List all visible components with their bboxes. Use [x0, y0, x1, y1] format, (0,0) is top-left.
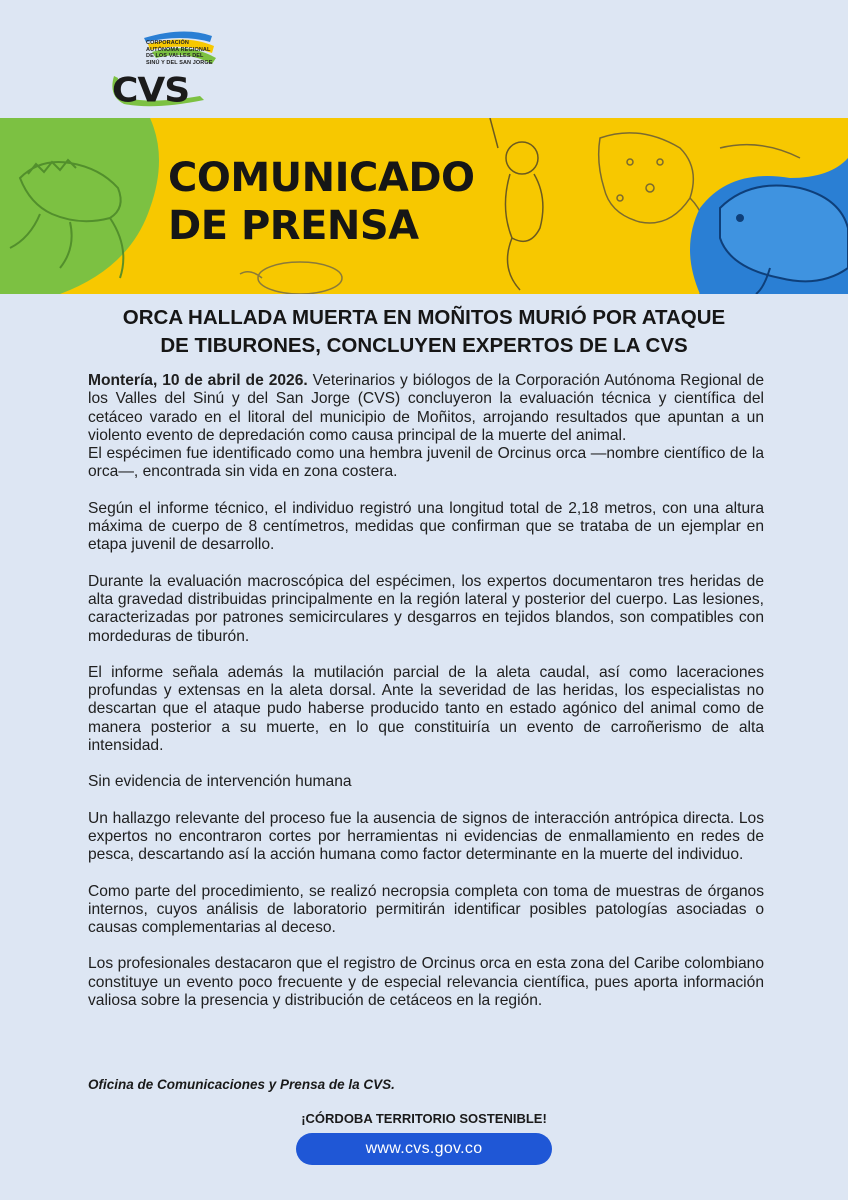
banner-title-line2: DE PRENSA: [168, 203, 419, 249]
headline: [60, 304, 788, 360]
turtle-illustration: [240, 262, 342, 294]
dateline: Montería, 10 de abril de 2026.: [88, 372, 308, 389]
article-body: [88, 372, 764, 1028]
headline-line1: ORCA HALLADA MUERTA EN MOÑITOS MURIÓ POR ATAQUE: [122, 306, 726, 329]
paragraph-6: Un hallazgo relevante del proceso fue la ausencia de signos de interacción antrópica directa. Los expertos no encontraron cortes por herramientas ni evidencias de enmallamiento en redes de pesca, descartando así la acción humana como factor determinante en la muerte del individuo.: [88, 809, 764, 864]
logo-acronym: CVS: [112, 71, 190, 110]
monkey-illustration: [490, 118, 543, 290]
headline-line2: DE TIBURONES, CONCLUYEN EXPERTOS DE LA CVS: [160, 334, 688, 357]
signature: Oficina de Comunicaciones y Prensa de la CVS.: [88, 1077, 395, 1092]
paragraph-3: Según el informe técnico, el individuo registró una longitud total de 2,18 metros, con una altura máxima de cuerpo de 8 centímetros, medidas que confirman que se trataba de un ejemplar en etapa juvenil de desarrollo.: [88, 499, 764, 554]
paragraph-7: Como parte del procedimiento, se realizó necropsia completa con toma de muestras de órganos internos, cuyos análisis de laboratorio permitirán identificar posibles patologías asociadas o causas complementarias al deceso.: [88, 882, 764, 937]
paragraph-2: El espécimen fue identificado como una hembra juvenil de Orcinus orca —nombre científico de la orca—, encontrada sin vida en zona costera.: [88, 445, 764, 481]
subheading: Sin evidencia de intervención humana: [88, 773, 352, 791]
paragraph-5: El informe señala además la mutilación parcial de la aleta caudal, así como laceraciones profundas y extensas en la aleta dorsal. Ante la severidad de las heridas, los especialistas no descartan que el ataque pudo haberse producido tanto en estado agónico del animal como de manera posterior a su muerte, en lo que constituiría un evento de carroñerismo de alta intensidad.: [88, 663, 764, 755]
cvs-logo: [104, 26, 224, 110]
banner-title: [168, 154, 475, 250]
paragraph-8: Los profesionales destacaron que el registro de Orcinus orca en esta zona del Caribe colombiano constituye un evento poco frecuente y de especial relevancia científica, pues aporta información valiosa sobre la presencia y distribución de cetáceos en la región.: [88, 955, 764, 1010]
logo-corporation-name: CORPORACIÓN AUTÓNOMA REGIONAL DE LOS VALLES DEL SINÚ Y DEL SAN JORGE: [146, 40, 213, 66]
paragraph-4: Durante la evaluación macroscópica del espécimen, los expertos documentaron tres heridas de alta gravedad distribuidas principalmente en la región lateral y posterior del cuerpo. Las lesiones, caracterizadas por patrones semicirculares y desgarros en tejidos blandos, son compatibles con mordeduras de tiburón.: [88, 572, 764, 645]
press-release-banner: [0, 118, 848, 294]
website-link[interactable]: www.cvs.gov.co: [296, 1133, 552, 1165]
slogan: ¡CÓRDOBA TERRITORIO SOSTENIBLE!: [301, 1111, 547, 1126]
paragraph-1: Montería, 10 de abril de 2026. Veterinarios y biólogos de la Corporación Autónoma Regional de los Valles del Sinú y del San Jorge (CVS) concluyeron la evaluación técnica y científica del cetáceo varado en el litoral del municipio de Moñitos, arrojando resultados que apuntan a un violento evento de depredación como causa principal de la muerte del animal.: [88, 372, 764, 444]
banner-title-line1: COMUNICADO: [168, 155, 475, 201]
